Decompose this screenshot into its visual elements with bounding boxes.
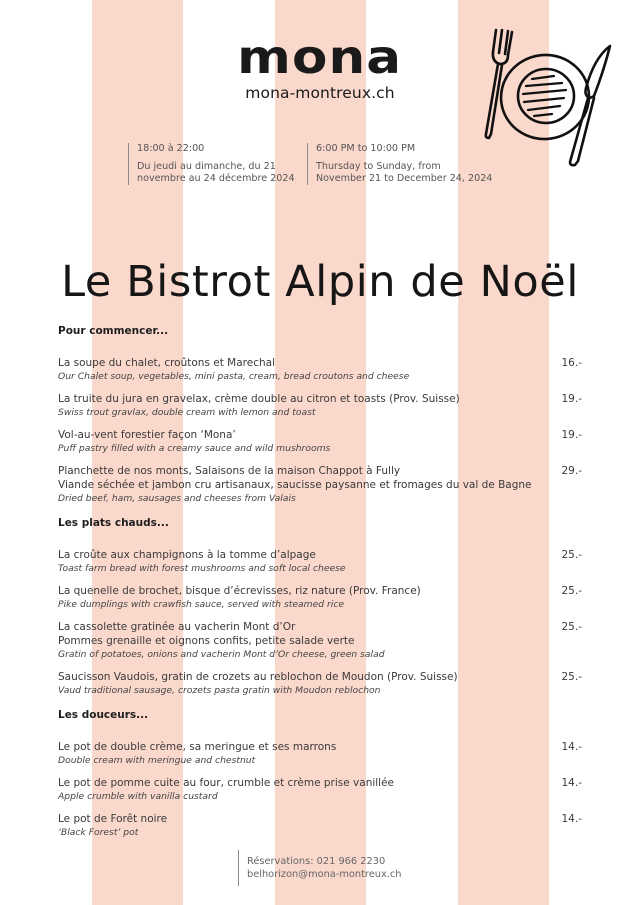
logo — [230, 30, 410, 102]
menu-item — [58, 670, 582, 697]
item-name: Saucisson Vaudois, gratin de crozets au reblochon de Moudon (Prov. Suisse) — [58, 671, 458, 683]
item-description: Dried beef, ham, sausages and cheeses from Valais — [58, 493, 296, 504]
item-price: 14.- — [561, 741, 582, 753]
item-price: 25.- — [561, 585, 582, 597]
hours-dates-line: Thursday to Sunday, from — [316, 161, 441, 172]
item-name: La cassolette gratinée au vacherin Mont d’Or — [58, 621, 296, 633]
menu-item — [58, 620, 582, 661]
reservation-info — [238, 850, 402, 886]
reservation-phone[interactable]: Réservations: 021 966 2230 — [247, 856, 386, 867]
item-name: Vol-au-vent forestier façon ‘Mona’ — [58, 429, 236, 441]
item-description: Swiss trout gravlax, double cream with lemon and toast — [58, 407, 316, 418]
item-description: Puff pastry filled with a creamy sauce and wild mushrooms — [58, 443, 331, 454]
hours-time: 6:00 PM to 10:00 PM — [316, 143, 416, 154]
item-price: 25.- — [561, 549, 582, 561]
item-name: La soupe du chalet, croûtons et Marechal — [58, 357, 275, 369]
item-name-line2: Pommes grenaille et oignons confits, petite salade verte — [58, 635, 355, 647]
item-name: Le pot de pomme cuite au four, crumble et crème prise vanillée — [58, 777, 395, 789]
item-description: Vaud traditional sausage, crozets pasta gratin with Moudon reblochon — [58, 685, 381, 696]
item-price: 19.- — [561, 393, 582, 405]
item-price: 14.- — [561, 777, 582, 789]
menu-item — [58, 740, 582, 767]
item-description: Gratin of potatoes, onions and vacherin Mont d’Or cheese, green salad — [58, 649, 385, 660]
menu-item — [58, 812, 582, 839]
item-price: 19.- — [561, 429, 582, 441]
item-name: La croûte aux champignons à la tomme d’alpage — [58, 549, 316, 561]
hours-dates-line: novembre au 24 décembre 2024 — [137, 173, 295, 184]
item-price: 16.- — [561, 357, 582, 369]
item-price: 25.- — [561, 621, 582, 633]
item-price: 29.- — [561, 465, 582, 477]
item-name: La truite du jura en gravelax, crème double au citron et toasts (Prov. Suisse) — [58, 393, 460, 405]
section-title: Les plats chauds... — [58, 517, 169, 529]
menu-item — [58, 464, 582, 505]
menu-section-starters — [58, 325, 582, 505]
menu-item — [58, 356, 582, 383]
item-description: Toast farm bread with forest mushrooms and soft local cheese — [58, 563, 346, 574]
knife-icon — [570, 46, 610, 165]
opening-hours-en — [307, 143, 492, 185]
hours-dates-line: November 21 to December 24, 2024 — [316, 173, 493, 184]
menu-item — [58, 548, 582, 575]
menu-item — [58, 776, 582, 803]
item-description: Pike dumplings with crawfish sauce, served with steamed rice — [58, 599, 345, 610]
item-price: 25.- — [561, 671, 582, 683]
website-link[interactable]: mona-montreux.ch — [245, 84, 395, 102]
hours-time: 18:00 à 22:00 — [137, 143, 205, 154]
menu-item — [58, 392, 582, 419]
opening-hours-fr — [128, 143, 295, 185]
item-name: La quenelle de brochet, bisque d’écrevisses, riz nature (Prov. France) — [58, 585, 421, 597]
hours-dates-line: Du jeudi au dimanche, du 21 — [137, 161, 276, 172]
menu-item — [58, 584, 582, 611]
item-description: Our Chalet soup, vegetables, mini pasta, cream, bread croutons and cheese — [58, 371, 410, 382]
item-name: Planchette de nos monts, Salaisons de la maison Chappot à Fully — [58, 465, 401, 477]
logo-wordmark: mona — [237, 30, 403, 84]
item-price: 14.- — [561, 813, 582, 825]
menu-section-desserts — [58, 709, 582, 839]
item-description: Double cream with meringue and chestnut — [58, 755, 256, 766]
item-name: Le pot de Forêt noire — [58, 813, 168, 825]
section-title: Pour commencer... — [58, 325, 169, 337]
section-title: Les douceurs... — [58, 709, 149, 721]
menu-title: Le Bistrot Alpin de Noël — [61, 256, 579, 307]
item-description: ‘Black Forest’ pot — [58, 827, 139, 838]
item-description: Apple crumble with vanilla custard — [58, 791, 218, 802]
menu — [58, 325, 582, 848]
menu-item — [58, 428, 582, 455]
menu-section-mains — [58, 517, 582, 697]
item-name-line2: Viande séchée et jambon cru artisanaux, saucisse paysanne et fromages du val de Bagne — [58, 479, 532, 491]
item-name: Le pot de double crème, sa meringue et ses marrons — [58, 741, 337, 753]
reservation-email[interactable]: belhorizon@mona-montreux.ch — [247, 869, 402, 880]
